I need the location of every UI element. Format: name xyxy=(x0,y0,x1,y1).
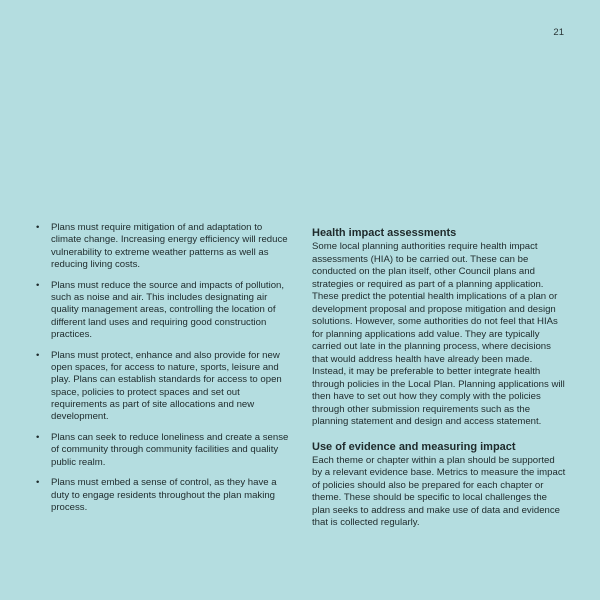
list-item xyxy=(36,350,291,424)
bullet-text: Plans must embed a sense of control, as they have a duty to engage residents throughout the plan making process. xyxy=(51,477,277,513)
section-health-impact-assessments xyxy=(312,227,567,429)
bullet-text: Plans must protect, enhance and also provide for new open spaces, for access to nature, sports, leisure and play. Plans can establish standards for access to open space, policies to protect spaces and set out requirements as part of site allocations and new development. xyxy=(51,349,282,423)
bullet-point: • xyxy=(36,431,40,443)
list-item xyxy=(36,477,291,514)
right-column xyxy=(312,227,567,542)
bullet-point: • xyxy=(36,349,40,361)
section-body: Some local planning authorities require health impact assessments (HIA) to be carried out. These can be conducted on the plan itself, other Council plans and strategies or required as part of a planning application. These predict the potential health implications of a plan or development proposal and propose mitigation and design solutions. However, some authorities do not feel that HIAs for planning applications add value. They are typically carried out late in the planning process, where decisions that would address health have already been made. Instead, it may be preferable to better integrate health through policies in the Local Plan. Planning applications will then have to set out how they comply with the policies through other submission requirements such as the planning statement and design and access statement. xyxy=(312,241,565,427)
page-number: 21 xyxy=(553,27,564,38)
section-evidence-and-impact xyxy=(312,441,567,530)
section-heading: Use of evidence and measuring impact xyxy=(312,440,516,453)
bullet-text: Plans must reduce the source and impacts of pollution, such as noise and air. This includes designating air quality management areas, controlling the location of different land uses and requiring good construction practices. xyxy=(51,279,285,340)
section-heading: Health impact assessments xyxy=(312,227,457,239)
list-item xyxy=(36,280,291,341)
list-item xyxy=(36,222,291,271)
bullet-list xyxy=(36,222,291,514)
left-column xyxy=(36,222,291,523)
list-item xyxy=(36,432,291,469)
bullet-text: Plans can seek to reduce loneliness and create a sense of community through community facilities and quality public realm. xyxy=(51,431,289,468)
bullet-point: • xyxy=(36,222,40,233)
bullet-point: • xyxy=(36,477,40,489)
section-body: Each theme or chapter within a plan should be supported by a relevant evidence base. Metrics to measure the impact of policies should also be prepared for each chapter or theme. These should be specific to local challenges the plan seeks to address and make use of data and evidence that is collected regularly. xyxy=(312,454,566,528)
bullet-text: Plans must require mitigation of and adaptation to climate change. Increasing energy efficiency will reduce vulnerability to extreme weather patterns as well as reducing living costs. xyxy=(51,222,288,270)
bullet-point: • xyxy=(36,279,40,291)
